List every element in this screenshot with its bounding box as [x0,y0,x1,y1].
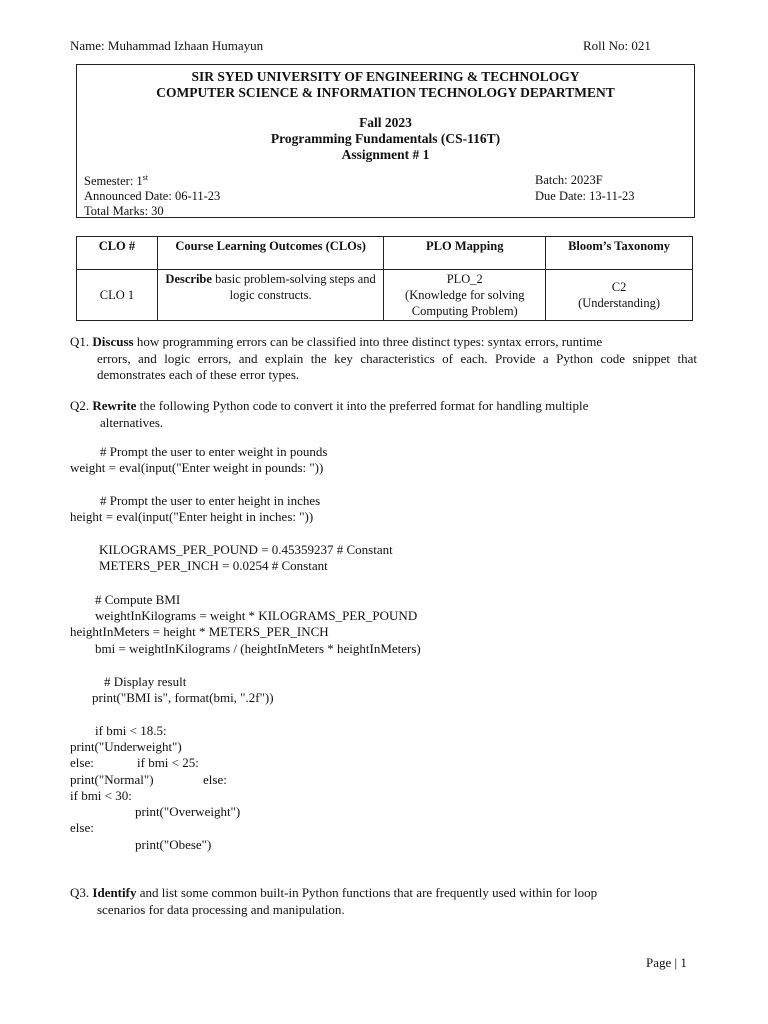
bloom-description: (Understanding) [578,296,661,310]
code-line: # Compute BMI [95,592,181,607]
q3-line1: and list some common built-in Python functions that are frequently used within for loop [136,885,598,900]
code-line: print("Normal") [70,772,154,787]
batch: Batch: 2023F [535,173,603,187]
semester-sup: st [142,173,149,182]
code-line: if bmi < 30: [70,788,132,803]
q2-number: Q2. [70,398,90,413]
roll-number: Roll No: 021 [583,38,651,53]
outcome-verb: Describe [165,272,212,286]
outcome-text: basic problem-solving steps and logic constructs. [211,272,376,302]
code-line: METERS_PER_INCH = 0.0254 # Constant [99,558,328,573]
q2-verb: Rewrite [92,398,137,413]
code-line: bmi = weightInKilograms / (heightInMeters * heightInMeters) [95,641,421,656]
code-line: # Display result [104,674,187,689]
code-line: print("Underweight") [70,739,182,754]
q3-number: Q3. [70,885,90,900]
code-line: if bmi < 18.5: [95,723,167,738]
semester-label: Semester: 1 [84,174,143,189]
assignment-header-box [76,64,695,218]
plo-description: (Knowledge for solving Computing Problem) [405,288,525,318]
code-line: else: [70,820,94,835]
bloom-cell [546,270,693,321]
code-line: print("Obese") [135,837,212,852]
term: Fall 2023 [359,115,412,130]
code-line: print("Overweight") [135,804,241,819]
announced-date: Announced Date: 06-11-23 [84,189,221,203]
q2-line1: the following Python code to convert it into the preferred format for handling multiple [136,398,589,413]
q1-rest: errors, and logic errors, and explain the key characteristics of each. Provide a Python code snippet that demonstrates each of these error types. [97,350,697,382]
due-date: Due Date: 13-11-23 [535,189,635,203]
outcome-cell [157,270,384,321]
code-line: heightInMeters = height * METERS_PER_INCH [70,624,329,639]
code-line: KILOGRAMS_PER_POUND = 0.45359237 # Constant [99,542,393,557]
university-name: SIR SYED UNIVERSITY OF ENGINEERING & TECHNOLOGY [191,69,580,84]
q2-rest: alternatives. [100,414,164,430]
clo-header: CLO # [77,237,158,270]
plo-header: PLO Mapping [384,237,546,270]
bloom-level: C2 [611,280,627,294]
student-name: Name: Muhammad Izhaan Humayun [70,38,264,53]
code-line: else: [70,755,94,770]
plo-code: PLO_2 [446,272,483,286]
assignment-number: Assignment # 1 [341,147,430,162]
code-line: # Prompt the user to enter weight in pounds [100,444,328,459]
q1-number: Q1. [70,334,90,349]
q3-verb: Identify [92,885,137,900]
clo-table [76,236,693,321]
clo-table-header-row [77,237,693,270]
code-line: weight = eval(input("Enter weight in pounds: ")) [70,460,324,475]
course-title: Programming Fundamentals (CS-116T) [270,131,501,146]
outcomes-header: Course Learning Outcomes (CLOs) [157,237,384,270]
clo-table-row [77,270,693,321]
department-name: COMPUTER SCIENCE & INFORMATION TECHNOLOGY DEPARTMENT [156,85,615,100]
question-3 [70,885,697,918]
q1-line1: how programming errors can be classified into three distinct types: syntax errors, runtime [133,334,603,349]
q3-rest: scenarios for data processing and manipulation. [97,901,345,917]
code-line: height = eval(input("Enter height in inches: ")) [70,509,314,524]
bloom-header: Bloom’s Taxonomy [546,237,693,270]
code-line: else: [203,772,227,787]
code-line: if bmi < 25: [137,755,199,770]
question-2 [70,398,697,431]
code-line: weightInKilograms = weight * KILOGRAMS_PER_POUND [95,608,418,623]
code-line: # Prompt the user to enter height in inches [100,493,321,508]
question-1 [70,334,697,384]
code-line: print("BMI is", format(bmi, ".2f")) [92,690,274,705]
clo-cell: CLO 1 [77,270,158,321]
total-marks: Total Marks: 30 [84,204,164,218]
semester [84,173,148,189]
plo-cell [384,270,546,321]
q1-verb: Discuss [92,334,134,349]
page-number: Page | 1 [646,955,687,970]
